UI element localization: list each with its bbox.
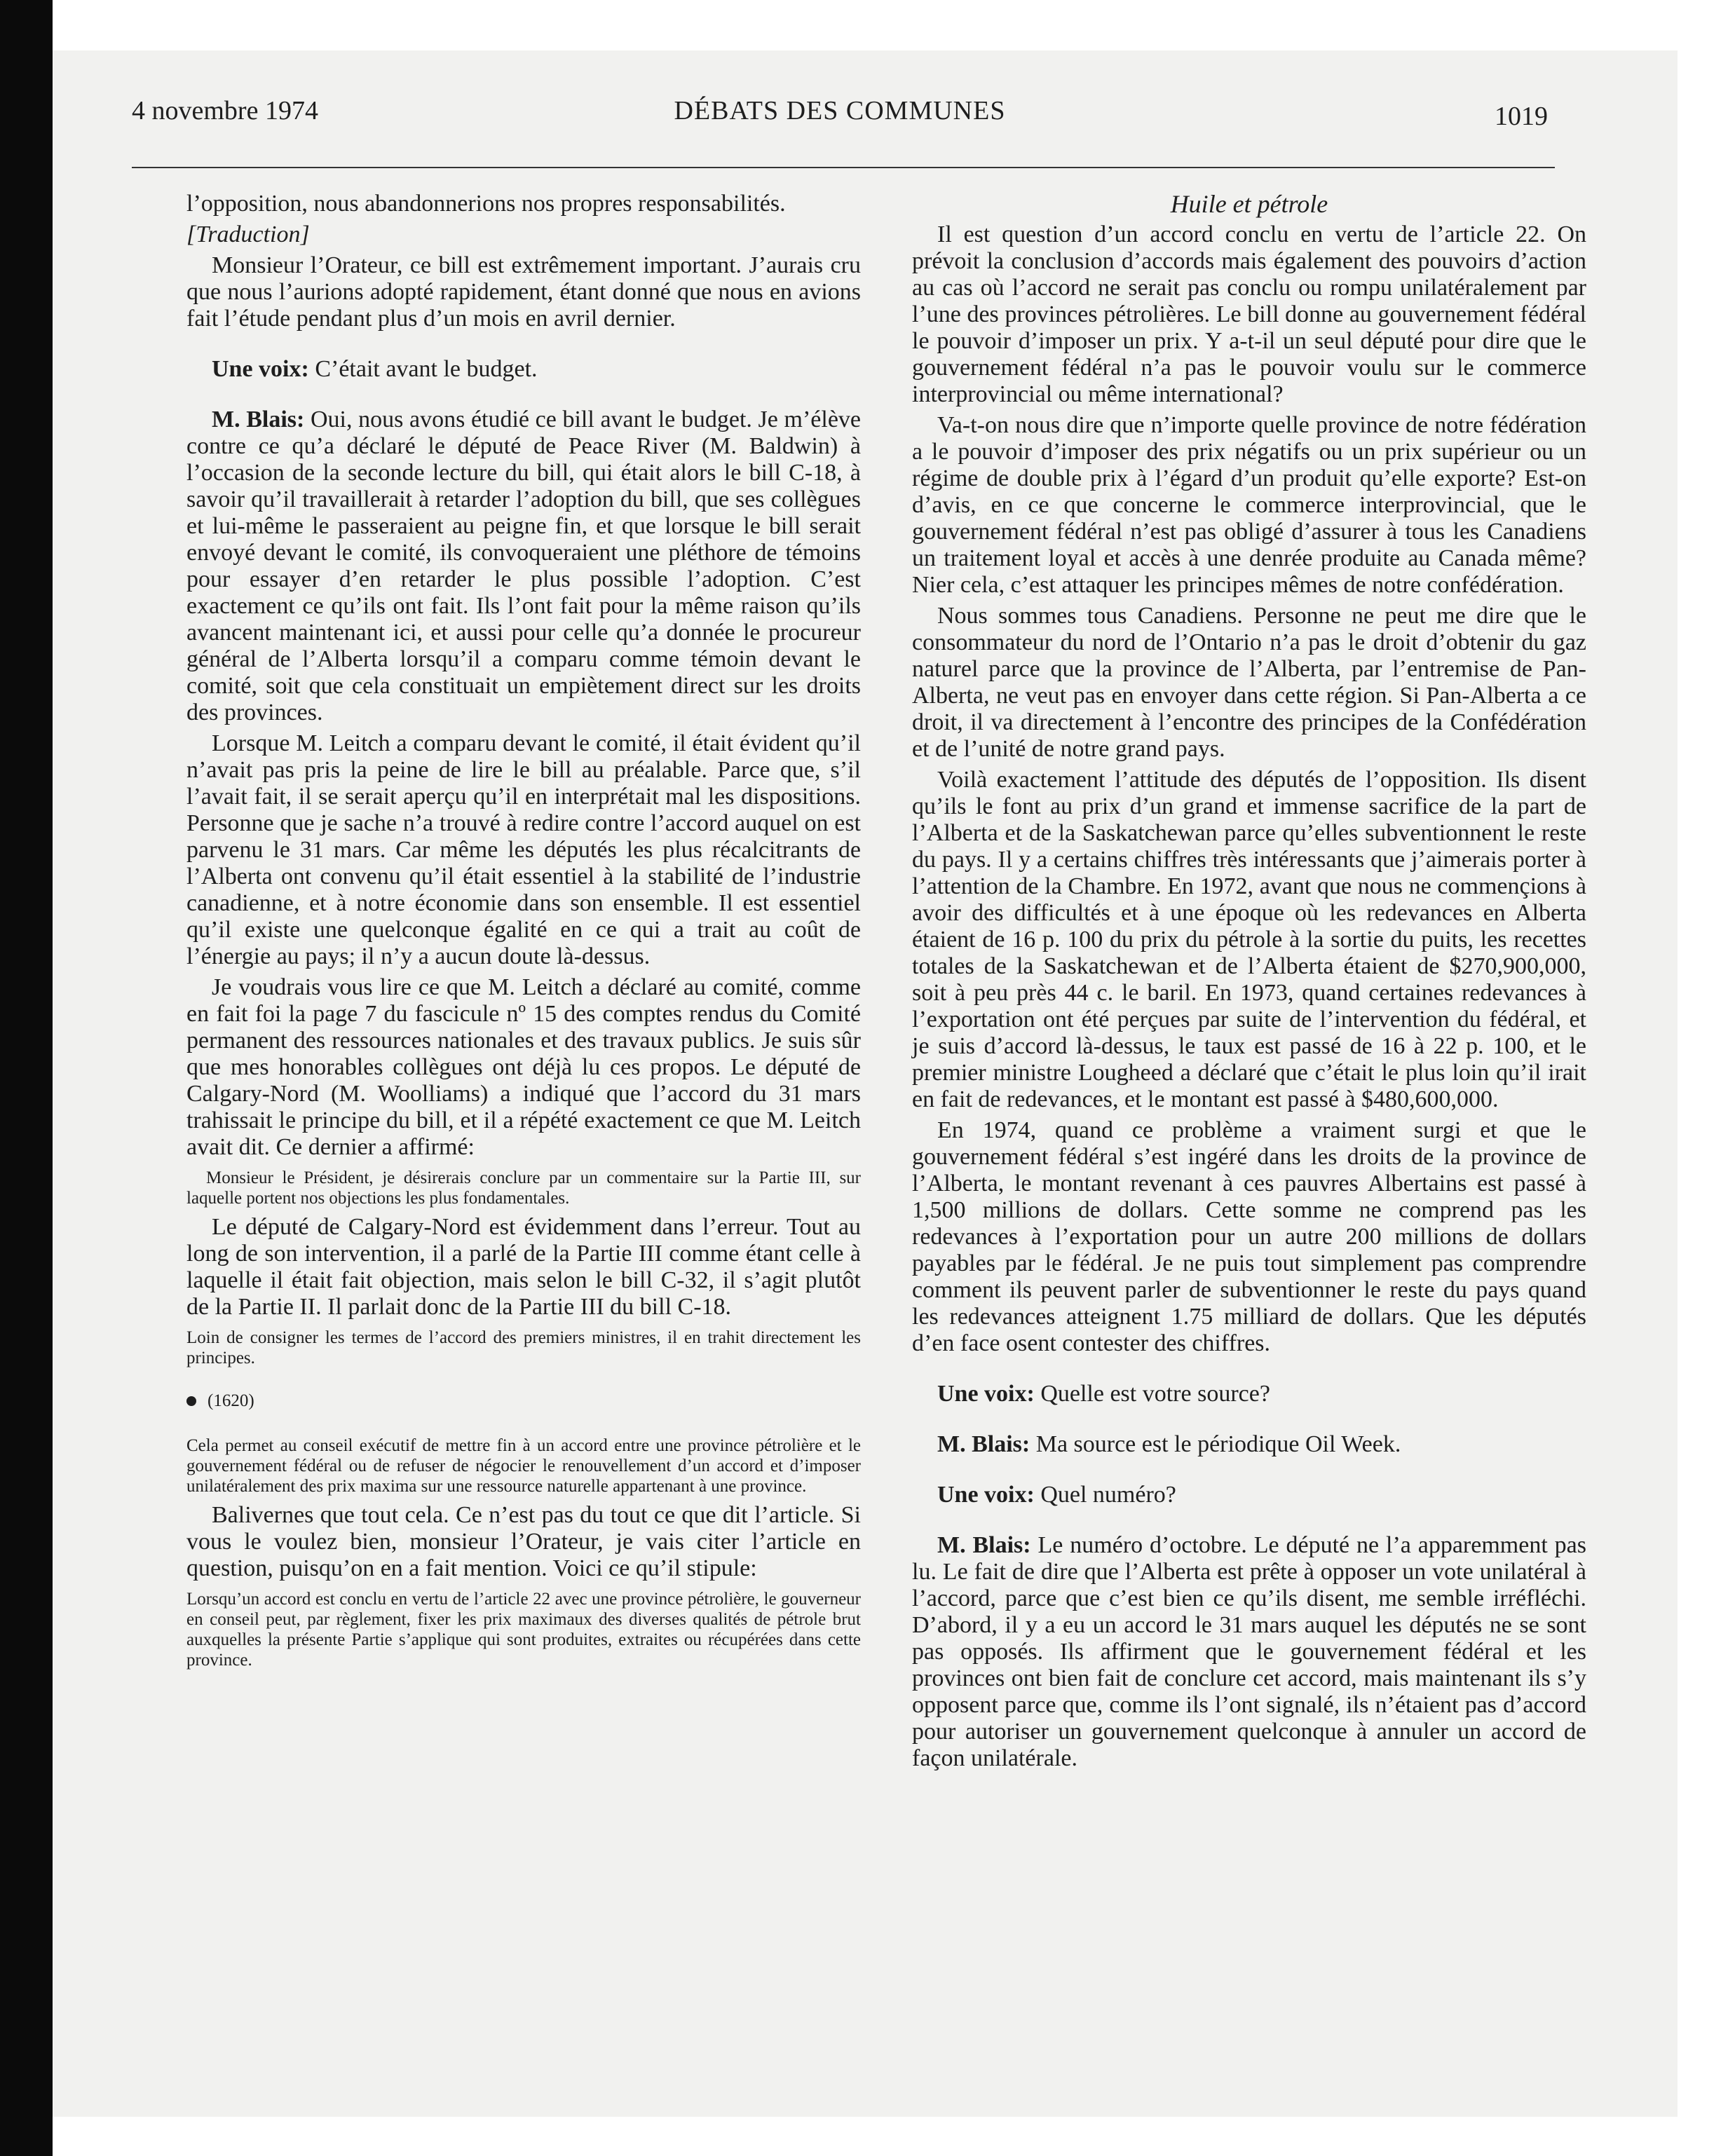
- speech-text: Oui, nous avons étudié ce bill avant le budget. Je m’élève contre ce qu’a déclaré le député de Peace River (M. Baldwin) à l’occasion de la seconde lecture du bill, qui était alors le bill C-18, à savoir qu’il travaillerait à retarder l’adoption du bill, que ses collègues et lui-même le passeraient au peigne fin, et que lorsque le bill serait envoyé devant le comité, ils convoqueraient une pléthore de témoins pour essayer d’en retarder le plus possible l’adoption. C’est exactement ce qu’ils ont fait. Ils l’ont fait pour la même raison qu’ils avancent maintenant ici, et aussi pour celle qu’a donnée le procureur général de l’Alberta lorsqu’il a comparu comme témoin devant le comité, soit que cela constituait un empiètement direct sur les droits des provinces.: [186, 407, 861, 725]
- quotation: Loin de consigner les termes de l’accord des premiers ministres, il en trahit directement les principes.: [186, 1328, 861, 1367]
- quotation: Cela permet au conseil exécutif de mettre fin à un accord entre une province pétrolière et le gouvernement fédéral ou de refuser de négocier le renouvellement d’un accord et d’imposer unilatéralement des prix maxima sur une ressource naturelle appartenant à une province.: [186, 1436, 861, 1496]
- header-page-number: 1019: [1495, 102, 1548, 131]
- paragraph: Monsieur l’Orateur, ce bill est extrêmement important. J’aurais cru que nous l’aurions adopté rapidement, étant donné que nous en avions fait l’étude pendant plus d’un mois en avril dernier.: [186, 252, 861, 332]
- interjection: [186, 356, 861, 383]
- interjection: [912, 1381, 1586, 1407]
- paragraph: Lorsque M. Leitch a comparu devant le comité, il était évident qu’il n’avait pas pris la peine de lire le bill au préalable. Parce que, s’il l’avait fait, il se serait aperçu qu’il en interprétait mal les dispositions. Personne que je sache n’a trouvé à redire contre l’accord auquel on est parvenu le 31 mars. Car même les députés les plus récalcitrants de l’Alberta ont convenu qu’il était essentiel à la stabilité de l’industrie canadienne, et à notre économie dans son ensemble. Il est essentiel qu’il existe une quelconque égalité en ce qui a trait au coût de l’énergie au pays; il n’y a aucun doute là-dessus.: [186, 730, 861, 969]
- page-header: [132, 83, 1548, 132]
- quotation: Monsieur le Président, je désirerais conclure par un commentaire sur la Partie III, sur laquelle portent nos objections les plus fondamentales.: [186, 1168, 861, 1208]
- paragraph: Nous sommes tous Canadiens. Personne ne peut me dire que le consommateur du nord de l’Ontario n’a pas le droit d’obtenir du gaz naturel parce que la province de l’Alberta, par l’entremise de Pan-Alberta, ne veut pas en envoyer dans cette région. Si Pan-Alberta a ce droit, il va directement à l’encontre des principes de la Confédération et de l’unité de notre grand pays.: [912, 603, 1586, 762]
- speech-text: Quel numéro?: [1034, 1482, 1176, 1508]
- translation-note: [Traduction]: [186, 221, 310, 247]
- paragraph: Il est question d’un accord conclu en vertu de l’article 22. On prévoit la conclusion d’accords mais également des pouvoirs d’action au cas où l’accord ne serait pas conclu ou rompu unilatéralement par l’une des provinces pétrolières. Le bill donne au gouvernement fédéral le pouvoir d’imposer un prix. Y a-t-il un seul député pour dire que le gouvernement fédéral n’a pas le pouvoir voulu sur le commerce interprovincial ou même international?: [912, 221, 1586, 407]
- paragraph: En 1974, quand ce problème a vraiment surgi et que le gouvernement fédéral s’est ingéré dans les droits de la province de l’Alberta, le montant revenant à ces pauvres Albertains est passé à 1,500 millions de dollars. Cette somme ne comprend pas les redevances à l’exportation pour un autre 200 millions de dollars payables par le fédéral. Je ne puis tout simplement pas comprendre comment ils peuvent parler de subventionner le reste du pays quand les redevances atteignent 1.75 milliard de dollars. Que les députés d’en face osent contester des chiffres.: [912, 1117, 1586, 1356]
- paragraph: Balivernes que tout cela. Ce n’est pas du tout ce que dit l’article. Si vous le voulez bien, monsieur l’Orateur, je vais citer l’article en question, puisqu’on en a fait mention. Voici ce qu’il stipule:: [186, 1502, 861, 1581]
- speaker-name: M. Blais:: [212, 407, 305, 432]
- speaker-name: Une voix:: [937, 1381, 1035, 1407]
- paragraph: l’opposition, nous abandonnerions nos propres responsabilités.: [186, 191, 786, 217]
- speech: [912, 1532, 1586, 1772]
- paragraph: Va-t-on nous dire que n’importe quelle province de notre fédération a le pouvoir d’imposer des prix négatifs ou un prix supérieur ou un régime de double prix à l’égard d’un produit qu’elle exporte? Est-on d’avis, en ce que concerne le commerce interprovincial, que le gouvernement fédéral n’est pas obligé d’assurer à tous les Canadiens un traitement loyal et accès à une denrée produite au Canada même? Nier cela, c’est attaquer les principes mêmes de notre confédération.: [912, 412, 1586, 598]
- right-column: [912, 191, 1586, 1772]
- time-marker: [186, 1388, 861, 1414]
- speech-text: C’était avant le budget.: [308, 356, 538, 382]
- speaker-name: M. Blais:: [937, 1431, 1030, 1457]
- speech-text: Le numéro d’octobre. Le député ne l’a apparemment pas lu. Le fait de dire que l’Alberta est prête à opposer un vote unilatéral à l’accord, parce que c’est bien ce qu’ils disent, me semble irréfléchi. D’abord, il y a eu un accord le 31 mars auquel les députés ne se sont pas opposés. Ils affirment que le gouvernement fédéral et les provinces ont bien fait de conclure cet accord, mais maintenant ils s’y opposent parce que, comme ils l’ont signalé, ils n’étaient pas d’accord pour autoriser un gouvernement quelconque à annuler un accord de façon unilatérale.: [912, 1532, 1587, 1771]
- header-date: 4 novembre 1974: [132, 96, 318, 125]
- interjection: [912, 1482, 1586, 1508]
- quotation: Lorsqu’un accord est conclu en vertu de l’article 22 avec une province pétrolière, le gouverneur en conseil peut, par règlement, fixer les prix maximaux des diverses qualités de pétrole brut auxquelles la présente Partie s’applique qui sont produites, extraites ou récupérées dans cette province.: [186, 1590, 861, 1670]
- header-rule: [132, 167, 1555, 168]
- paragraph: Le député de Calgary-Nord est évidemment dans l’erreur. Tout au long de son intervention, il a parlé de la Partie III comme étant celle à laquelle il était fait objection, mais selon le bill C-32, il s’agit plutôt de la Partie II. Il parlait donc de la Partie III du bill C-18.: [186, 1214, 861, 1320]
- time-marker-label: (1620): [207, 1391, 254, 1410]
- speech: [186, 407, 861, 726]
- speaker-name: M. Blais:: [937, 1532, 1031, 1558]
- speech-text: Ma source est le périodique Oil Week.: [1030, 1431, 1401, 1457]
- header-title: DÉBATS DES COMMUNES: [674, 96, 1006, 125]
- paragraph: Voilà exactement l’attitude des députés de l’opposition. Ils disent qu’ils le font au prix d’un grand et immense sacrifice de la part de l’Alberta et de la Saskatchewan parce qu’elles subventionnent le reste du pays. Il y a certains chiffres très intéressants que j’aimerais porter à l’attention de la Chambre. En 1972, avant que nous ne commençions à avoir des difficultés et à une époque où les redevances en Alberta étaient de 16 p. 100 du prix du pétrole à la sortie du puits, les recettes totales de la Saskatchewan et de l’Alberta étaient de $270,900,000, soit à peu près 44 c. le baril. En 1973, quand certaines redevances à l’exportation ont été perçues par suite de l’intervention du fédéral, et je suis d’accord là-dessus, le taux est passé de 16 à 22 p. 100, et le premier ministre Lougheed a déclaré que c’était le plus loin qu’il irait en fait de redevances, et le montant est passé à $480,600,000.: [912, 767, 1586, 1112]
- speaker-name: Une voix:: [212, 356, 309, 382]
- bullet-icon: [186, 1396, 196, 1406]
- section-heading: Huile et pétrole: [1170, 190, 1328, 218]
- scan-edge: [0, 0, 53, 2156]
- speech: [912, 1431, 1586, 1458]
- left-column: [186, 191, 861, 1676]
- paragraph: Je voudrais vous lire ce que M. Leitch a déclaré au comité, comme en fait foi la page 7 du fascicule nº 15 des comptes rendus du Comité permanent des ressources nationales et des travaux publics. Je suis sûr que mes honorables collègues ont déjà lu ces propos. Le député de Calgary-Nord (M. Woolliams) a indiqué que l’accord du 31 mars trahissait le principe du bill, et il a répété exactement ce que M. Leitch avait dit. Ce dernier a affirmé:: [186, 974, 861, 1160]
- speaker-name: Une voix:: [937, 1482, 1035, 1508]
- speech-text: Quelle est votre source?: [1034, 1381, 1270, 1407]
